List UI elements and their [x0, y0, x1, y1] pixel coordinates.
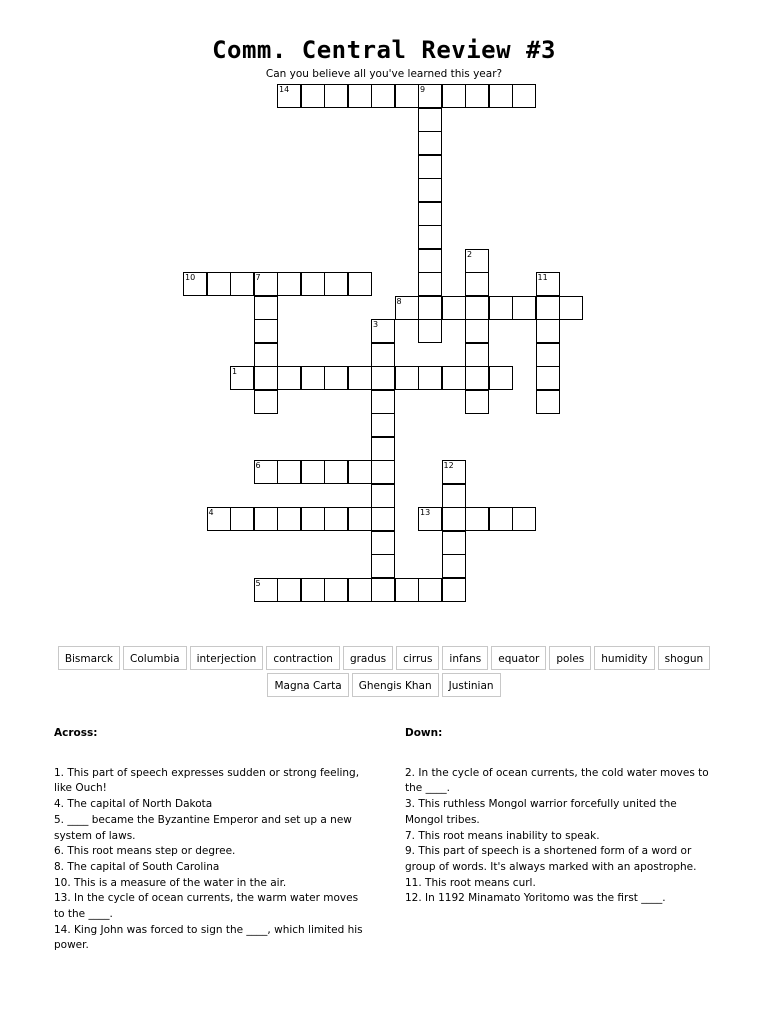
- down-clue: 3. This ruthless Mongol warrior forcefully united the Mongol tribes.: [405, 798, 677, 826]
- crossword-cell[interactable]: [536, 366, 560, 390]
- crossword-cell[interactable]: [418, 178, 442, 202]
- crossword-cell[interactable]: [512, 507, 536, 531]
- crossword-cell[interactable]: [371, 507, 395, 531]
- crossword-cell[interactable]: [371, 366, 395, 390]
- crossword-cell[interactable]: [559, 296, 583, 320]
- crossword-cell[interactable]: [465, 272, 489, 296]
- crossword-cell[interactable]: [254, 296, 278, 320]
- clue-number: 5: [255, 578, 261, 588]
- crossword-cell[interactable]: [536, 343, 560, 367]
- crossword-cell[interactable]: [348, 460, 372, 484]
- clue-number: 13: [420, 508, 431, 517]
- clue-number: 9: [420, 85, 426, 94]
- crossword-cell[interactable]: [348, 84, 372, 108]
- clue-number: 12: [443, 461, 454, 470]
- crossword-cell[interactable]: [418, 225, 442, 249]
- crossword-cell[interactable]: [465, 84, 489, 108]
- clue-number: 3: [373, 320, 379, 329]
- crossword-cell[interactable]: [418, 108, 442, 132]
- down-clue-list: [405, 766, 717, 907]
- down-clue: 2. In the cycle of ocean currents, the cold water moves to the ____.: [405, 766, 709, 795]
- crossword-cell[interactable]: [442, 366, 466, 390]
- across-clue: 10. This is a measure of the water in the air.: [54, 876, 287, 889]
- crossword-cell[interactable]: [442, 531, 466, 555]
- crossword-cell[interactable]: [301, 366, 325, 390]
- crossword-cell[interactable]: [301, 578, 325, 602]
- word-bank-item: Ghengis Khan: [352, 673, 439, 697]
- crossword-cell[interactable]: [348, 366, 372, 390]
- word-bank-item: gradus: [343, 646, 393, 670]
- crossword-cell[interactable]: [324, 366, 348, 390]
- clue-number: 11: [537, 273, 548, 282]
- crossword-cell[interactable]: [442, 507, 466, 531]
- crossword-cell[interactable]: [489, 507, 513, 531]
- word-bank-item: humidity: [594, 646, 654, 670]
- word-bank-item: Magna Carta: [267, 673, 348, 697]
- word-bank-item: cirrus: [396, 646, 439, 670]
- crossword-cell[interactable]: [512, 84, 536, 108]
- crossword-cell[interactable]: [371, 460, 395, 484]
- crossword-cell[interactable]: [324, 507, 348, 531]
- crossword-cell[interactable]: [536, 319, 560, 343]
- crossword-cell[interactable]: [371, 84, 395, 108]
- down-clue: 11. This root means curl.: [405, 876, 536, 889]
- down-clues: [405, 726, 717, 907]
- crossword-cell[interactable]: [442, 296, 466, 320]
- crossword-cell[interactable]: [301, 272, 325, 296]
- crossword-cell[interactable]: [230, 272, 254, 296]
- crossword-cell[interactable]: [324, 272, 348, 296]
- word-bank-item: Justinian: [442, 673, 501, 697]
- crossword-cell[interactable]: [371, 531, 395, 555]
- crossword-cell[interactable]: [348, 272, 372, 296]
- word-bank-item: contraction: [266, 646, 340, 670]
- across-clue-list: [54, 766, 366, 954]
- word-bank-item: Bismarck: [58, 646, 120, 670]
- across-clue: 5. ____ became the Byzantine Emperor and set up a new system of laws.: [54, 813, 352, 842]
- crossword-cell[interactable]: [536, 390, 560, 414]
- down-heading: Down:: [405, 727, 443, 739]
- word-bank-row: [0, 646, 768, 670]
- crossword-cell[interactable]: [512, 296, 536, 320]
- crossword-cell[interactable]: [371, 578, 395, 602]
- clue-number: 4: [208, 508, 214, 517]
- crossword-cell[interactable]: [395, 366, 419, 390]
- clue-number: 1: [232, 367, 238, 376]
- crossword-cell[interactable]: [465, 507, 489, 531]
- crossword-cell[interactable]: [465, 319, 489, 343]
- crossword-cell[interactable]: [442, 484, 466, 508]
- crossword-cell[interactable]: [324, 578, 348, 602]
- crossword-cell[interactable]: [254, 507, 278, 531]
- word-bank-item: interjection: [190, 646, 264, 670]
- crossword-cell[interactable]: [418, 272, 442, 296]
- word-bank-item: shogun: [658, 646, 711, 670]
- crossword-cell[interactable]: [277, 460, 301, 484]
- crossword-cell[interactable]: [418, 319, 442, 343]
- crossword-cell[interactable]: [418, 131, 442, 155]
- crossword-cell[interactable]: [348, 507, 372, 531]
- word-bank-item: infans: [442, 646, 488, 670]
- word-bank-item: equator: [491, 646, 546, 670]
- clue-number: 14: [279, 85, 290, 94]
- down-clue: 12. In 1192 Minamato Yoritomo was the first ____.: [405, 892, 666, 905]
- crossword-cell[interactable]: [254, 319, 278, 343]
- crossword-cell[interactable]: [465, 366, 489, 390]
- down-clue: 7. This root means inability to speak.: [405, 829, 600, 842]
- crossword-cell[interactable]: [489, 84, 513, 108]
- crossword-cell[interactable]: [324, 460, 348, 484]
- crossword-cell[interactable]: [489, 296, 513, 320]
- across-clue: 8. The capital of South Carolina: [54, 860, 220, 873]
- crossword-cell[interactable]: [254, 366, 278, 390]
- clue-number: 2: [467, 249, 473, 259]
- crossword-cell[interactable]: [277, 507, 301, 531]
- crossword-cell[interactable]: [230, 507, 254, 531]
- crossword-cell[interactable]: [371, 343, 395, 367]
- crossword-cell[interactable]: [465, 343, 489, 367]
- across-clue: 14. King John was forced to sign the ____, which limited his power.: [54, 923, 363, 952]
- crossword-cell[interactable]: [371, 437, 395, 461]
- crossword-cell[interactable]: [442, 554, 466, 578]
- clue-number: 10: [185, 273, 196, 282]
- crossword-cell[interactable]: [301, 460, 325, 484]
- crossword-cell[interactable]: [536, 296, 560, 320]
- crossword-cell[interactable]: [371, 484, 395, 508]
- crossword-cell[interactable]: [418, 155, 442, 179]
- crossword-cell[interactable]: [465, 296, 489, 320]
- crossword-cell[interactable]: [371, 413, 395, 437]
- crossword-cell[interactable]: [442, 84, 466, 108]
- word-bank-row: [0, 673, 768, 697]
- crossword-cell[interactable]: [207, 272, 231, 296]
- crossword-cell[interactable]: [442, 578, 466, 602]
- clue-number: 8: [396, 296, 402, 306]
- across-clue: 4. The capital of North Dakota: [54, 798, 213, 811]
- down-clue: 9. This part of speech is a shortened form of a word or group of words. It's always marked with an apostrophe.: [405, 845, 697, 873]
- crossword-cell[interactable]: [418, 366, 442, 390]
- crossword-cell[interactable]: [371, 554, 395, 578]
- across-clue: 13. In the cycle of ocean currents, the warm water moves to the ____.: [54, 892, 359, 921]
- crossword-cell[interactable]: [418, 578, 442, 602]
- across-clues: [54, 726, 366, 954]
- crossword-cell[interactable]: [277, 366, 301, 390]
- across-heading: Across:: [54, 727, 98, 739]
- crossword-cell[interactable]: [348, 578, 372, 602]
- crossword-cell[interactable]: [277, 272, 301, 296]
- clue-number: 7: [255, 273, 261, 282]
- crossword-cell[interactable]: [301, 84, 325, 108]
- clue-number: 6: [255, 461, 261, 470]
- crossword-cell[interactable]: [395, 578, 419, 602]
- crossword-cell[interactable]: [254, 390, 278, 414]
- crossword-cell[interactable]: [418, 296, 442, 320]
- word-bank-item: poles: [549, 646, 591, 670]
- word-bank: [0, 646, 768, 700]
- across-clue: 1. This part of speech expresses sudden or strong feeling, like Ouch!: [54, 766, 360, 795]
- crossword-cell[interactable]: [418, 202, 442, 226]
- page-subtitle: Can you believe all you've learned this year?: [265, 68, 503, 80]
- crossword-cell[interactable]: [371, 390, 395, 414]
- crossword-cell[interactable]: [418, 249, 442, 273]
- across-clue: 6. This root means step or degree.: [54, 845, 236, 858]
- crossword-cell[interactable]: [254, 343, 278, 367]
- crossword-cell[interactable]: [277, 578, 301, 602]
- crossword-cell[interactable]: [301, 507, 325, 531]
- page-title: Comm. Central Review #3: [212, 36, 556, 64]
- crossword-cell[interactable]: [465, 390, 489, 414]
- crossword-cell[interactable]: [324, 84, 348, 108]
- word-bank-item: Columbia: [123, 646, 187, 670]
- crossword-cell[interactable]: [489, 366, 513, 390]
- crossword-cell[interactable]: [395, 84, 419, 108]
